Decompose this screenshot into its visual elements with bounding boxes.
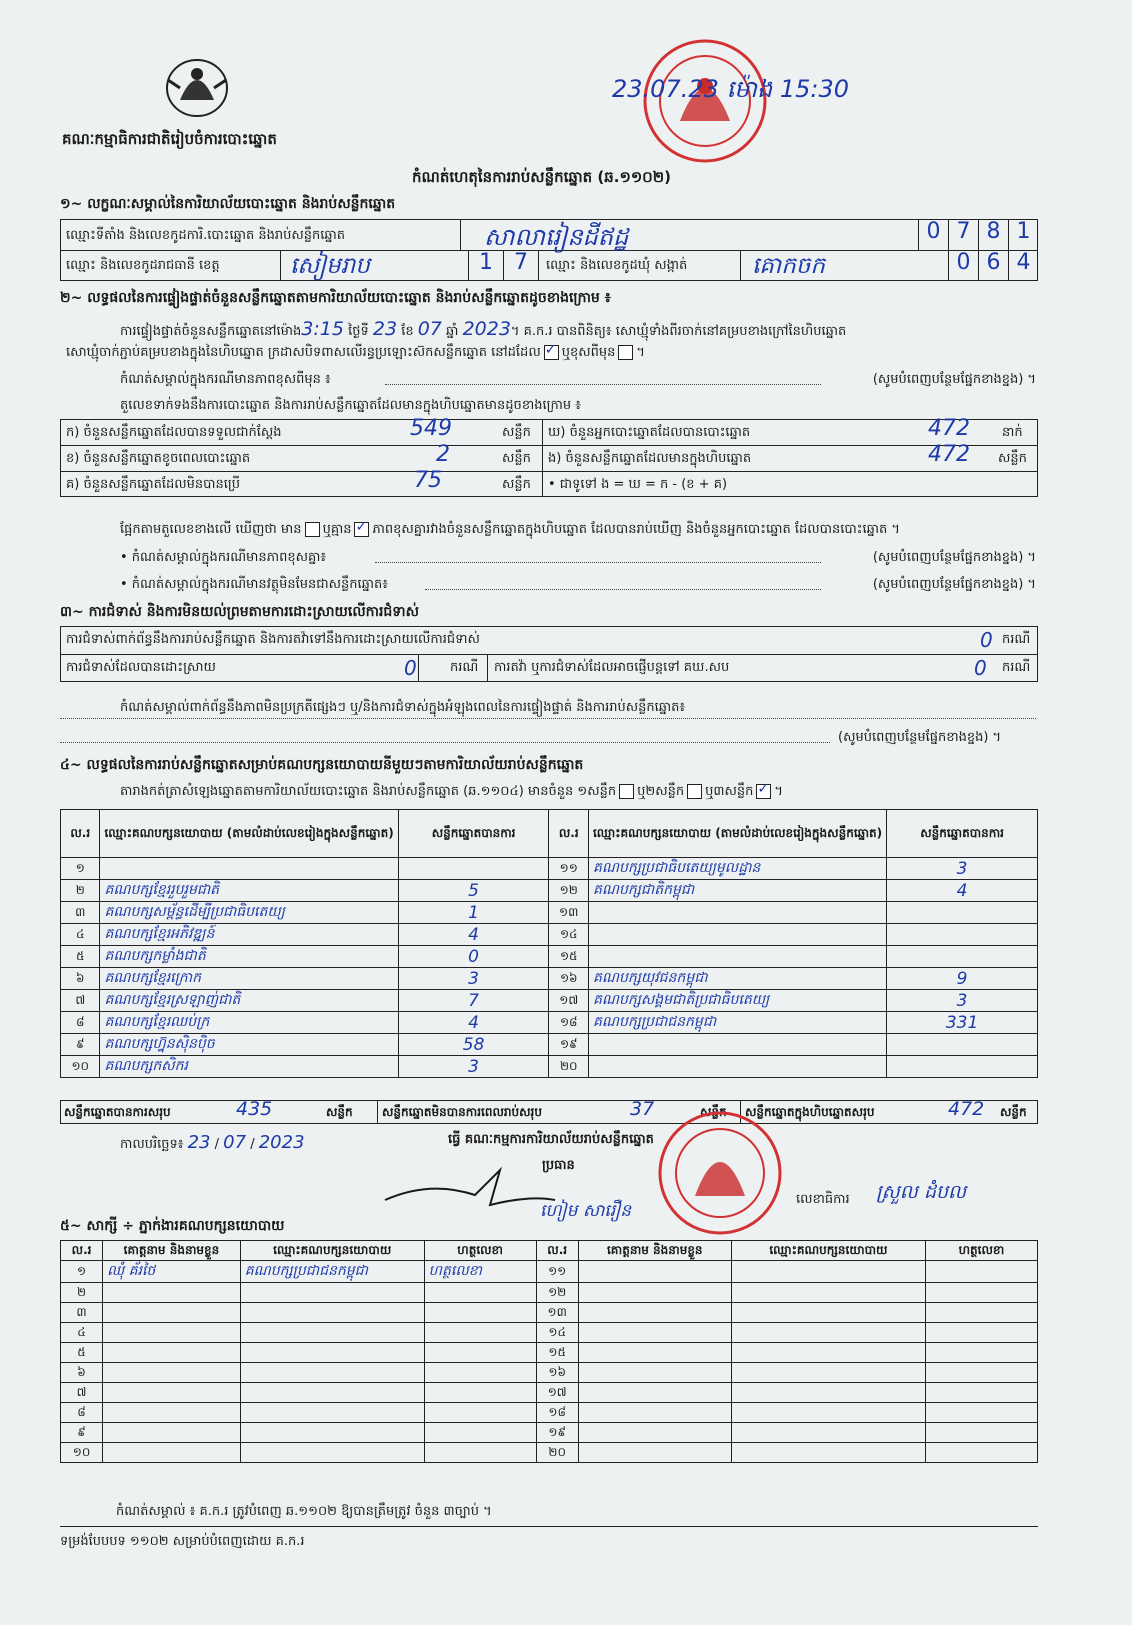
nec-emblem-icon — [160, 50, 235, 120]
secretary-label: លេខាធិការ — [796, 1192, 850, 1207]
difference-note-line: • កំណត់សម្គាល់ក្នុងករណីមានភាពខុសគ្នា៖ (សូមបំពេញបន្ថែមផ្នែកខាងខ្នង) ។ — [120, 550, 1036, 565]
ballots-unused-value: 75 — [414, 468, 442, 493]
section-5-title: ៥~ សាក្សី ÷ ភ្នាក់ងារគណបក្សនយោបាយ — [60, 1218, 285, 1234]
secretary-name: ស្រួល ដំបល — [876, 1181, 967, 1203]
total-box-unit: សន្លឹក — [1000, 1105, 1027, 1119]
compare-difference-checkbox[interactable] — [305, 522, 320, 537]
polling-station-label: ឈ្មោះទីតាំង និងលេខកូដការិ.បោះឆ្នោត និងរាប់សន្លឹកឆ្នោត — [66, 228, 345, 243]
total-valid-value: 435 — [236, 1098, 273, 1120]
fill-back-note-3: (សូមបំពេញបន្ថែមផ្នែកខាងខ្នង) ។ — [838, 730, 1002, 745]
date-line: កាលបរិច្ឆេទ៖ 23 / 07 / 2023 — [120, 1132, 305, 1153]
seal-check-line: សោឃ្មុំចាក់ភ្ជាប់គម្របខាងក្នុងនៃហិបឆ្នោត ក្រដាសបិទពាសលើរន្ធប្រឡោះស៊កសន្លឹកឆ្នោត នៅដដែល✓ ឬខុសពីមុន ។ — [66, 345, 645, 361]
sheet-1-checkbox[interactable] — [619, 784, 634, 799]
province-name: សៀមរាប — [290, 253, 370, 279]
party-results-table: ល.រ ឈ្មោះគណបក្សនយោបាយ (តាមលំដាប់លេខរៀងក្នុងសន្លឹកឆ្នោត) សន្លឹកឆ្នោតបានការ ល.រ ឈ្មោះគណបក្សនយោបាយ (តាមលំដាប់លេខរៀងក្នុងសន្លឹកឆ្នោត) សន្លឹកឆ្នោតបានការ ១ ១១ គណបក្សប្រជាធិបតេយ្យមូលដ្ឋាន 3 ២ គណបក្សខ្មែររួបរួមជាតិ 5 ១២ គណបក្សជាតិកម្ពុជា 4 ៣ គណបក្សសម្ព័ន្ធដើម្បីប្រជាធិបតេយ្យ 1 ១៣ ៤ គណបក្សខ្មែរអភិវឌ្ឍន៍ 4 ១៤ ៥ គណបក្សកម្លាំងជាតិ 0 ១៥ ៦ គណបក្សខ្មែរក្រោក 3 ១៦ គណបក្សយុវជនកម្ពុជា 9 ៧ គណបក្សខ្មែរស្រឡាញ់ជាតិ 7 ១៧ គណបក្សសង្គមជាតិប្រជាធិបតេយ្យ 3 ៨ គណបក្សខ្មែរឈប់ក្រ 4 ១៨ គណបក្សប្រជាជនកម្ពុជា 331 ៩ គណបក្សហ្វ៊ុនស៊ិនប៉ិច 58 ១៩ ១០ គណបក្សកសិករ 3 ២០ — [60, 809, 1038, 1078]
ballots-received-value: 549 — [410, 416, 452, 441]
ballots-spoiled-value: 2 — [436, 442, 450, 467]
ballot-count-intro: តួលេខទាក់ទងនឹងការបោះឆ្នោត និងការរាប់សន្លឹកឆ្នោតដែលមានក្នុងហិបឆ្នោតមានដូចខាងក្រោម ៖ — [120, 398, 581, 413]
total-invalid-label: សន្លឹកឆ្នោតមិនបានការពេលរាប់សរុប — [382, 1105, 542, 1119]
form-title: កំណត់ហេតុនៃការរាប់សន្លឹកឆ្នោត (ឆ.១១០២) — [412, 168, 672, 186]
total-invalid-unit: សន្លឹក — [700, 1105, 727, 1119]
different-note-line: កំណត់សម្គាល់ក្នុងករណីមានភាពខុសពីមុន ៖ (សូមបំពេញបន្ថែមផ្នែកខាងខ្នង) ។ — [120, 372, 1036, 387]
box-ballots-value: 472 — [928, 442, 970, 467]
referred-value: 0 — [974, 656, 987, 680]
total-valid-label: សន្លឹកឆ្នោតបានការសរុប — [64, 1105, 171, 1119]
chairman-name: ហៀម សារឿន — [540, 1201, 632, 1221]
totals-row — [60, 1100, 1038, 1124]
section-4-title: ៤~ លទ្ធផលនៃការរាប់សន្លឹកឆ្នោតសម្រាប់គណបក្សនយោបាយនីមួយៗតាមការិយាល័យរាប់សន្លឹកឆ្នោត — [60, 757, 584, 773]
resolved-value: 0 — [404, 656, 417, 680]
section-1-title: ១~ លក្ខណៈសម្គាល់នៃការិយាល័យបោះឆ្នោត និងរាប់សន្លឹកឆ្នោត — [60, 196, 396, 212]
stamp-datetime: 23.07.23 ម៉ោង 15:30 — [612, 75, 849, 103]
sheet-count-line: តារាងកត់ត្រាសំឡេងឆ្នោតតាមការិយាល័យបោះឆ្នោត និងរាប់សន្លឹកឆ្នោត (ឆ.១១០៤) មានចំនួន ១សន្លឹក ឬ២សន្លឹក ឬ៣សន្លឹក✓ ។ — [120, 784, 783, 800]
committee-seal-icon — [650, 1108, 790, 1238]
complaints-value: 0 — [980, 628, 993, 652]
row-spoiled-label: ខ) ចំនួនសន្លឹកឆ្នោតខូចពេលបោះឆ្នោត — [66, 451, 251, 466]
row-voters-label: ឃ) ចំនួនអ្នកបោះឆ្នោតដែលបានបោះឆ្នោត — [548, 425, 751, 440]
commune-label: ឈ្មោះ និងលេខកូដឃុំ សង្កាត់ — [546, 258, 688, 273]
row-received-label: ក) ចំនួនសន្លឹកឆ្នោតដែលបានទទួលជាក់ស្តែង — [66, 425, 282, 440]
form-footer: ទម្រង់បែបបទ ១១០២ សម្រាប់បំពេញដោយ គ.ក.រ — [60, 1534, 305, 1549]
chairman-label: ប្រធាន — [542, 1158, 575, 1173]
committee-label: ធ្វើ គណៈកម្មការការិយាល័យរាប់សន្លឹកឆ្នោត — [448, 1132, 654, 1147]
sheet-3-checkbox[interactable] — [756, 784, 771, 799]
invalid-note-line: • កំណត់សម្គាល់ក្នុងករណីមានវត្ថុមិនមែនជាសន្លឹកឆ្នោត៖ (សូមបំពេញបន្ថែមផ្នែកខាងខ្នង) ។ — [120, 577, 1036, 592]
row-received-unit: សន្លឹក — [502, 425, 531, 440]
section-2-title: ២~ លទ្ធផលនៃការផ្ទៀងផ្ទាត់ចំនួនសន្លឹកឆ្នោតតាមការិយាល័យបោះឆ្នោត និងរាប់សន្លឹកឆ្នោតដូចខាងក្រោម ៖ — [60, 290, 611, 306]
total-valid-unit: សន្លឹក — [326, 1105, 353, 1119]
compare-match-checkbox[interactable] — [354, 522, 369, 537]
row-box-label: ង) ចំនួនសន្លឹកឆ្នោតដែលមានក្នុងហិបឆ្នោត — [548, 451, 752, 466]
station-code: 0 7 8 1 — [918, 219, 1038, 250]
polling-station-name: សាលារៀនដីឥដ្ឋ — [484, 223, 629, 251]
resolved-label: ការជំទាស់ដែលបានដោះស្រាយ — [66, 660, 216, 675]
referred-unit: ករណី — [1002, 660, 1031, 675]
seal-different-checkbox[interactable] — [618, 345, 633, 360]
province-code: 1 7 — [468, 250, 538, 281]
commune-code: 0 6 4 — [948, 250, 1038, 281]
total-box-value: 472 — [948, 1098, 985, 1120]
sheet-2-checkbox[interactable] — [687, 784, 702, 799]
verification-time-line: ការផ្ទៀងផ្ទាត់ចំនួនសន្លឹកឆ្នោតនៅម៉ោង3:15 ថ្ងៃទី 23 ខែ 07 ឆ្នាំ 2023។ គ.ក.រ បានពិនិត្យ៖ សោឃ្មុំទាំងពីរចាក់នៅគម្របខាងក្រៅនៃហិបឆ្នោត — [120, 318, 847, 340]
row-spoiled-unit: សន្លឹក — [502, 451, 531, 466]
voters-value: 472 — [928, 416, 970, 441]
province-label: ឈ្មោះ និងលេខកូដរាជធានី ខេត្ត — [66, 258, 220, 273]
total-invalid-value: 37 — [630, 1098, 655, 1120]
section-3-title: ៣~ ការជំទាស់ និងការមិនយល់ព្រមតាមការដោះស្រាយលើការជំទាស់ — [60, 604, 419, 620]
complaints-unit: ករណី — [1002, 632, 1031, 647]
comparison-line: ផ្អែកតាមតួលេខខាងលើ ឃើញថា មាន ឬគ្មាន✓ ភាពខុសគ្នារវាងចំនួនសន្លឹកឆ្នោតក្នុងហិបឆ្នោត ដែលបានរាប់ឃើញ និងចំនួនអ្នកបោះឆ្នោត ដែលបានបោះឆ្នោត ។ — [120, 522, 900, 538]
seal-intact-checkbox[interactable] — [544, 345, 559, 360]
row-box-unit: សន្លឹក — [998, 451, 1027, 466]
row-unused-unit: សន្លឹក — [502, 477, 531, 492]
row-unused-label: គ) ចំនួនសន្លឹកឆ្នោតដែលមិនបានប្រើ — [66, 477, 240, 492]
chairman-signature-icon — [380, 1160, 560, 1210]
resolved-unit: ករណី — [450, 660, 479, 675]
irregularity-note: កំណត់សម្គាល់ពាក់ព័ន្ធនឹងភាពមិនប្រក្រតីផ្សេងៗ ឬ/និងការជំទាស់ក្នុងអំឡុងពេលនៃការផ្ទៀងផ្ទាត់ និងការរាប់សន្លឹកឆ្នោត៖ — [120, 700, 686, 715]
formula: • ជាទូទៅ ង = ឃ = ក - (ខ + គ) — [548, 477, 728, 492]
total-box-label: សន្លឹកឆ្នោតក្នុងហិបឆ្នោតសរុប — [745, 1105, 875, 1119]
row-voters-unit: នាក់ — [1002, 425, 1023, 440]
witness-table: ល.រ គោត្តនាម និងនាមខ្លួន ឈ្មោះគណបក្សនយោបាយ ហត្ថលេខា ល.រ គោត្តនាម និងនាមខ្លួន ឈ្មោះគណបក្សនយោបាយ ហត្ថលេខា ១ ឈុំ គ័រថៃ គណបក្សប្រជាជនកម្ពុជា ហត្ថលេខា ១១ ២ ១២ ៣ ១៣ ៤ ១៤ ៥ ១៥ ៦ ១៦ ៧ ១៧ ៨ ១៨ ៩ ១៩ ១០ ២០ — [60, 1240, 1038, 1463]
commune-name: គោកចក — [752, 253, 825, 279]
authority-name: គណៈកម្មាធិការជាតិរៀបចំការបោះឆ្នោត — [62, 130, 277, 148]
complaints-label: ការជំទាស់ពាក់ព័ន្ធនឹងការរាប់សន្លឹកឆ្នោត និងការតវ៉ាទៅនឹងការដោះស្រាយលើការជំទាស់ — [66, 632, 480, 647]
referred-label: ការតវ៉ា ឬការជំទាស់ដែលអាចផ្ញើបន្តទៅ គឃ.សប — [494, 660, 730, 675]
footer-note: កំណត់សម្គាល់ ៖ គ.ក.រ ត្រូវបំពេញ ឆ.១១០២ ឱ្យបានត្រឹមត្រូវ ចំនួន ៣ច្បាប់ ។ — [116, 1504, 492, 1519]
